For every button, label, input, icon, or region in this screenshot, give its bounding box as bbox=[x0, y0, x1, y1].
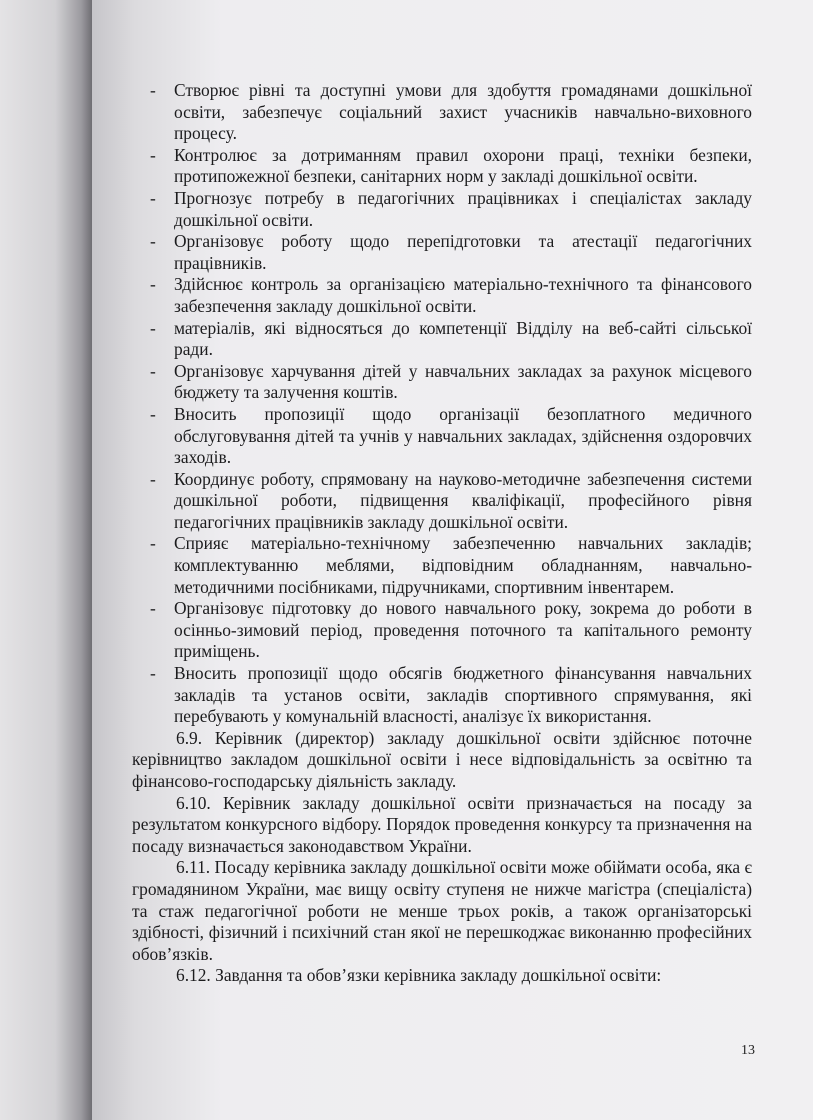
list-item bbox=[132, 663, 752, 728]
list-item bbox=[132, 188, 752, 231]
list-item-text: Організовує роботу щодо перепідготовки та атестації педагогічних працівників. bbox=[174, 231, 752, 273]
bullet-dash: - bbox=[150, 403, 156, 424]
bullet-dash: - bbox=[150, 533, 156, 554]
paragraph-6-9: 6.9. Керівник (директор) закладу дошкільної освіти здійснює поточне керівництво закладом дошкільної освіти і несе відповідальність за освітню та фінансово-господарську діяльність закладу. bbox=[132, 727, 752, 791]
bullet-dash: - bbox=[150, 187, 156, 208]
list-item bbox=[132, 274, 752, 317]
list-item-text: Контролює за дотриманням правил охорони праці, техніки безпеки, протипожежної безпеки, санітарних норм у закладі дошкільної освіти. bbox=[174, 144, 752, 187]
list-item bbox=[132, 80, 752, 145]
page-text bbox=[132, 80, 752, 987]
bullet-dash: - bbox=[150, 663, 156, 684]
bullet-dash: - bbox=[150, 144, 156, 165]
bullet-dash: - bbox=[150, 598, 156, 619]
bullet-dash: - bbox=[150, 468, 156, 489]
list-item bbox=[132, 361, 752, 404]
paragraph-6-10: 6.10. Керівник закладу дошкільної освіти призначається на посаду за результатом конкурсного відбору. Порядок проведення конкурсу та призначення на посаду визначається законодавством України. bbox=[132, 792, 752, 856]
paragraph-6-11: 6.11. Посаду керівника закладу дошкільної освіти може обіймати особа, яка є громадянином України, має вищу освіту ступеня не нижче магістра (спеціаліста) та стаж педагогічної роботи не менше трьох років, а також організаторські здібності, фізичний і психічний стан якої не перешкоджає виконанню професійних обов’язків. bbox=[132, 857, 752, 964]
list-item bbox=[132, 231, 752, 274]
list-item-text: Створює рівні та доступні умови для здобуття громадянами дошкільної освіти, забезпечує соціальний захист учасників навчально-виховного процесу. bbox=[174, 80, 752, 144]
adjacent-page-edge bbox=[0, 0, 92, 1120]
list-item-text: Організовує підготовку до нового навчального року, зокрема до роботи в осінньо-зимовий період, проведення поточного та капітального ремонту приміщень. bbox=[174, 598, 752, 662]
list-item-text: Вносить пропозиції щодо організації безоплатного медичного обслуговування дітей та учнів у навчальних закладах, здійснення оздоровчих заходів. bbox=[174, 403, 752, 468]
list-item-text: Вносить пропозиції щодо обсягів бюджетного фінансування навчальних закладів та установ освіти, закладів спортивного спрямування, які перебувають у комунальній власності, аналізує їх використання. bbox=[174, 663, 752, 727]
list-item-text: матеріалів, які відносяться до компетенції Відділу на веб-сайті сільської ради. bbox=[174, 317, 752, 360]
list-item bbox=[132, 598, 752, 663]
bullet-dash: - bbox=[150, 80, 156, 100]
list-item bbox=[132, 533, 752, 598]
list-item-text: Організовує харчування дітей у навчальних закладах за рахунок місцевого бюджету та залучення коштів. bbox=[174, 360, 752, 403]
list-item bbox=[132, 404, 752, 469]
paragraph-6-12: 6.12. Завдання та обов’язки керівника закладу дошкільної освіти: bbox=[176, 965, 662, 986]
bullet-dash: - bbox=[150, 231, 156, 252]
list-item-text: Здійснює контроль за організацією матеріально-технічного та фінансового забезпечення закладу дошкільної освіти. bbox=[174, 274, 752, 316]
list-item bbox=[132, 318, 752, 361]
list-item-text: Координує роботу, спрямовану на науково-методичне забезпечення системи дошкільної роботи, підвищення кваліфікації, професійного рівня педагогічних працівників закладу дошкільної освіти. bbox=[174, 468, 752, 532]
list-item bbox=[132, 469, 752, 534]
bullet-dash: - bbox=[150, 360, 156, 381]
page-number: 13 bbox=[741, 1043, 755, 1058]
list-item-text: Сприяє матеріально-технічному забезпеченню навчальних закладів; комплектуванню меблями, відповідним обладнанням, навчально-методичними посібниками, підручниками, спортивним інвентарем. bbox=[174, 533, 752, 597]
bullet-dash: - bbox=[150, 317, 156, 338]
list-item-text: Прогнозує потребу в педагогічних працівниках і спеціалістах закладу дошкільної освіти. bbox=[174, 187, 752, 230]
list-item bbox=[132, 145, 752, 188]
bullet-dash: - bbox=[150, 274, 156, 295]
